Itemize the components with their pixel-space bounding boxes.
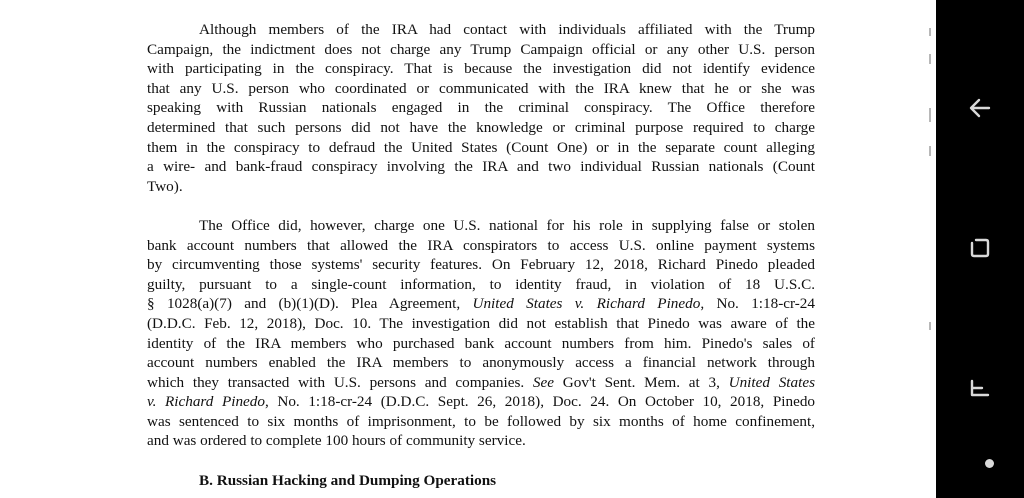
paragraph-gap [147, 196, 815, 216]
text-line: guilty, pursuant to a single-count information, to identity fraud, in violation of 18 U.S.C. [147, 275, 815, 293]
text-line: bank account numbers that allowed the IRA conspirators to access U.S. online payment systems [147, 236, 815, 254]
text-segment: , No. 1:18-cr-24 (D.D.C. Sept. 26, 2018), Doc. 24. On October 10, 2018, Pinedo [264, 393, 816, 411]
text-line: (D.D.C. Feb. 12, 2018), Doc. 10. The investigation did not establish that Pinedo was aware of the [147, 314, 815, 332]
text-line: identity of the IRA members who purchased bank account numbers from him. Pinedo's sales of [147, 334, 815, 352]
recent-apps-button[interactable] [950, 218, 1010, 278]
paragraph-1 [147, 20, 815, 196]
text-line: that any U.S. person who coordinated or communicated with the IRA knew that he or she was [147, 79, 815, 97]
text-segment: Gov't Sent. Mem. at 3, [554, 373, 729, 391]
back-button[interactable] [950, 78, 1010, 138]
home-icon [965, 373, 995, 403]
text-line: them in the conspiracy to defraud the United States (Count One) or in the separate count alleging [147, 138, 815, 156]
text-line: Two). [147, 177, 183, 195]
back-arrow-icon [965, 93, 995, 123]
page-edge-mark [929, 146, 931, 156]
recent-apps-icon [965, 233, 995, 263]
text-line: and was ordered to complete 100 hours of community service. [147, 432, 526, 450]
text-line: a wire- and bank-fraud conspiracy involving the IRA and two individual Russian nationals (Count [147, 158, 815, 176]
text-line: with participating in the conspiracy. That is because the investigation did not identify evidence [147, 60, 815, 78]
text-line [147, 373, 815, 393]
text-line [147, 294, 815, 314]
navbar-dot-icon[interactable] [985, 459, 994, 468]
paragraph-gap [147, 451, 815, 471]
text-line: Although members of the IRA had contact with individuals affiliated with the Trump [199, 21, 815, 38]
navigation-bar [936, 0, 1024, 498]
text-line: determined that such persons did not have the knowledge or criminal purpose required to charge [147, 118, 815, 136]
case-citation: United States [728, 373, 815, 391]
case-citation: United States v. Richard Pinedo [472, 295, 701, 313]
text-line: speaking with Russian nationals engaged in the criminal conspiracy. The Office therefore [147, 99, 815, 117]
page-edge-mark [929, 322, 931, 330]
text-line: was sentenced to six months of imprisonment, to be followed by six months of home confinement, [147, 412, 815, 430]
page-edge-mark [929, 54, 931, 64]
document-body [147, 20, 815, 490]
section-heading: B. Russian Hacking and Dumping Operations [199, 471, 497, 489]
home-button[interactable] [950, 358, 1010, 418]
text-line: by circumventing those systems' security features. On February 12, 2018, Richard Pinedo pleaded [147, 256, 815, 274]
text-segment: § 1028(a)(7) and (b)(1)(D). Plea Agreement, [147, 295, 473, 313]
page-edge-mark [929, 28, 931, 36]
text-line: Campaign, the indictment does not charge any Trump Campaign official or any other U.S. person [147, 40, 815, 58]
text-line: The Office did, however, charge one U.S. national for his role in supplying false or stolen [199, 216, 815, 234]
text-segment: which they transacted with U.S. persons and companies. [147, 373, 533, 391]
case-citation: v. Richard Pinedo [147, 393, 265, 411]
signal-word: See [532, 373, 554, 391]
paragraph-2 [147, 216, 815, 451]
text-segment: , No. 1:18-cr-24 [700, 295, 815, 313]
text-line [147, 392, 815, 412]
page-edge-mark [929, 108, 931, 122]
text-line: account numbers enabled the IRA members to anonymously access a financial network through [147, 354, 815, 372]
